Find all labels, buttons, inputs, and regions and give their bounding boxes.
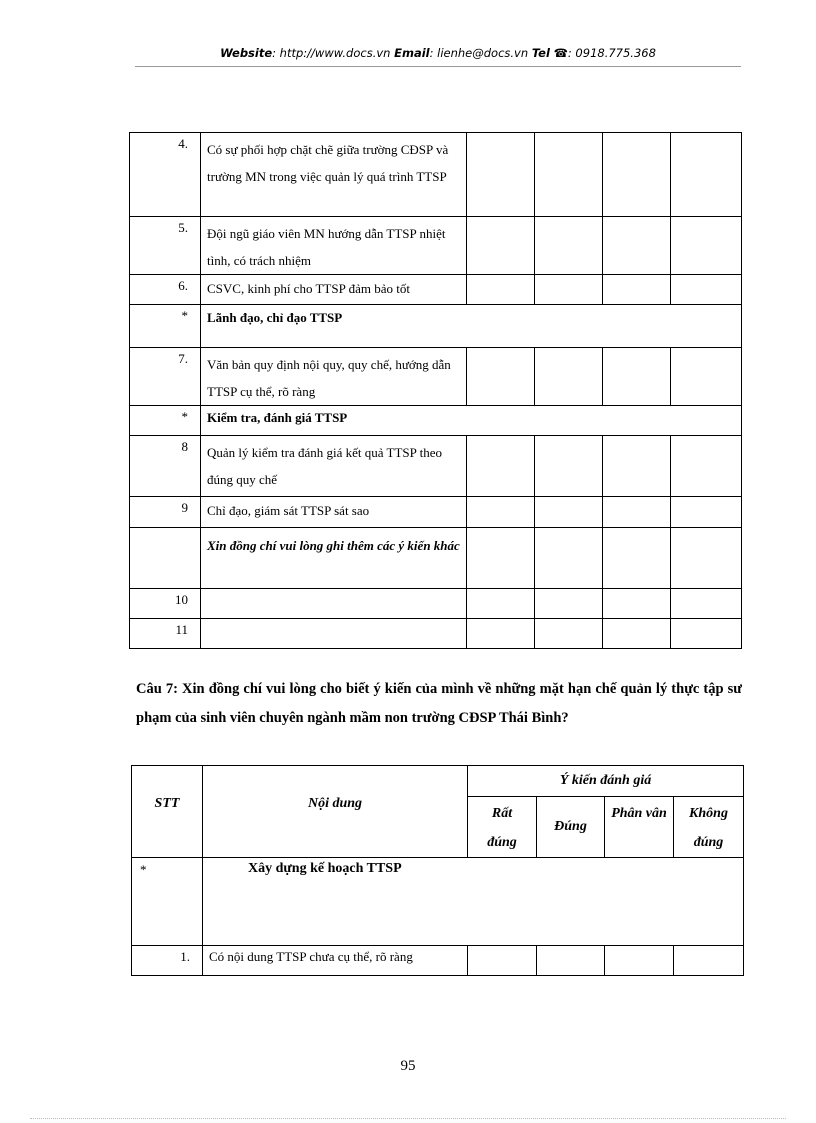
header-rule: [135, 66, 741, 67]
answer-cell[interactable]: [603, 589, 671, 619]
section-title: Lãnh đạo, chỉ đạo TTSP: [201, 305, 742, 348]
row-text: Có nội dung TTSP chưa cụ thể, rõ ràng: [203, 946, 468, 976]
section-row: [132, 858, 744, 946]
answer-cell[interactable]: [671, 528, 742, 589]
answer-cell[interactable]: [674, 946, 744, 976]
row-number: 9: [130, 497, 201, 528]
table-row: [130, 497, 742, 528]
answer-cell[interactable]: [603, 497, 671, 528]
answer-cell[interactable]: [467, 348, 535, 406]
answer-cell[interactable]: [671, 217, 742, 275]
answer-cell[interactable]: [535, 133, 603, 217]
email-label: Email: [394, 46, 430, 60]
answer-cell[interactable]: [535, 436, 603, 497]
answer-cell[interactable]: [467, 436, 535, 497]
answer-cell[interactable]: [603, 348, 671, 406]
section-row: [130, 305, 742, 348]
answer-cell[interactable]: [535, 275, 603, 305]
row-number: 8: [130, 436, 201, 497]
row-text: Chỉ đạo, giám sát TTSP sát sao: [201, 497, 467, 528]
row-number: 4.: [130, 133, 201, 217]
footer-rule: [30, 1118, 786, 1119]
table-row: [130, 619, 742, 649]
row-text: Quản lý kiểm tra đánh giá kết quả TTSP theo đúng quy chế: [201, 436, 467, 497]
answer-cell[interactable]: [603, 133, 671, 217]
answer-cell[interactable]: [671, 497, 742, 528]
answer-cell[interactable]: [537, 946, 605, 976]
answer-cell[interactable]: [535, 589, 603, 619]
answer-cell[interactable]: [535, 497, 603, 528]
answer-cell[interactable]: [671, 589, 742, 619]
table-row: [130, 348, 742, 406]
answer-cell[interactable]: [671, 348, 742, 406]
survey-table-question-7: [131, 765, 744, 976]
option-undecided: Phân vân: [605, 797, 674, 858]
table-row: [130, 275, 742, 305]
header-row: [132, 766, 744, 797]
page-header: [135, 46, 741, 60]
row-text: CSVC, kinh phí cho TTSP đảm bảo tốt: [201, 275, 467, 305]
answer-cell[interactable]: [671, 619, 742, 649]
answer-cell[interactable]: [535, 528, 603, 589]
content-header: Nội dung: [203, 766, 468, 858]
answer-cell[interactable]: [603, 528, 671, 589]
answer-cell[interactable]: [603, 619, 671, 649]
section-star: *: [132, 858, 203, 946]
section-star: *: [130, 406, 201, 436]
answer-cell[interactable]: [535, 348, 603, 406]
answer-cell[interactable]: [467, 589, 535, 619]
tel-label: Tel: [531, 46, 550, 60]
answer-cell[interactable]: [671, 275, 742, 305]
row-number: 7.: [130, 348, 201, 406]
stt-header: STT: [132, 766, 203, 858]
answer-cell[interactable]: [603, 217, 671, 275]
row-number: [130, 528, 201, 589]
row-text: Đội ngũ giáo viên MN hướng dẫn TTSP nhiệt tình, có trách nhiệm: [201, 217, 467, 275]
table-row: [130, 528, 742, 589]
survey-table-continued: [129, 132, 742, 649]
option-right: Đúng: [537, 797, 605, 858]
section-star: *: [130, 305, 201, 348]
website-label: Website: [220, 46, 273, 60]
table-row: [130, 217, 742, 275]
row-text: Có sự phối hợp chặt chẽ giữa trường CĐSP và trường MN trong việc quản lý quá trình TTSP: [201, 133, 467, 217]
question-7: Câu 7: Xin đồng chí vui lòng cho biết ý kiến của mình về những mặt hạn chế quản lý thực tập sư phạm của sinh viên chuyên ngành mầm non trường CĐSP Thái Bình?: [136, 681, 742, 726]
answer-cell[interactable]: [605, 946, 674, 976]
answer-cell[interactable]: [467, 528, 535, 589]
row-number: 5.: [130, 217, 201, 275]
table-row: [130, 436, 742, 497]
answer-cell[interactable]: [467, 133, 535, 217]
answer-cell[interactable]: [467, 497, 535, 528]
row-number: 11: [130, 619, 201, 649]
answer-cell[interactable]: [603, 436, 671, 497]
answer-cell[interactable]: [467, 275, 535, 305]
row-text: Văn bản quy định nội quy, quy chế, hướng dẫn TTSP cụ thể, rõ ràng: [201, 348, 467, 406]
answer-cell[interactable]: [671, 133, 742, 217]
page-number: 95: [400, 1058, 416, 1074]
answer-cell[interactable]: [671, 436, 742, 497]
answer-cell[interactable]: [467, 217, 535, 275]
phone-icon: ☎: [553, 46, 568, 60]
tel-number: : 0918.775.368: [567, 46, 656, 60]
section-title: Kiểm tra, đánh giá TTSP: [201, 406, 742, 436]
other-opinions-prompt: Xin đồng chí vui lòng ghi thêm các ý kiến khác: [201, 528, 467, 589]
option-very-right: Rất đúng: [468, 797, 537, 858]
opinion-input[interactable]: [201, 589, 467, 619]
table-row: [130, 589, 742, 619]
row-number: 1.: [132, 946, 203, 976]
opinion-header: Ý kiến đánh giá: [468, 766, 744, 797]
answer-cell[interactable]: [467, 619, 535, 649]
answer-cell[interactable]: [603, 275, 671, 305]
option-not-right: Không đúng: [674, 797, 744, 858]
row-number: 10: [130, 589, 201, 619]
row-number: 6.: [130, 275, 201, 305]
section-title: Xây dựng kế hoạch TTSP: [203, 858, 744, 946]
table-row: [132, 946, 744, 976]
table-row: [130, 133, 742, 217]
answer-cell[interactable]: [468, 946, 537, 976]
answer-cell[interactable]: [535, 619, 603, 649]
website-url[interactable]: : http://www.docs.vn: [272, 46, 391, 60]
opinion-input[interactable]: [201, 619, 467, 649]
answer-cell[interactable]: [535, 217, 603, 275]
section-row: [130, 406, 742, 436]
email-address[interactable]: : lienhe@docs.vn: [429, 46, 529, 60]
